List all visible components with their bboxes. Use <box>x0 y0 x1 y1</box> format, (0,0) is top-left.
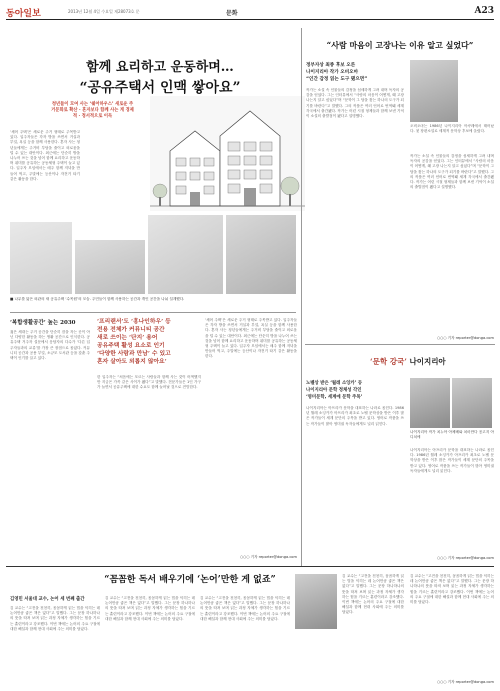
author-photo-1 <box>410 378 450 428</box>
article4-subhead: 김영민 서울대 교수, 논어 세 번째 출간 <box>10 597 85 602</box>
sidebar-box-title: ‘복합생활공간’ 높는 2030 <box>10 320 76 326</box>
article2-body-right: 작가는 소설 속 인물들의 감정을 섬세하게 그려 내며 독자의 공감을 얻었다. 그는 인터뷰에서 “사람의 마음이 어떻게, 왜 고장 나는지 알고 싶었다”며 “문학이 그 답을 찾는 하나의 도구가 되기를 바란다”고 말했다. 그의 작품은 여러 언어로 번역돼 세계 각국에서 출간됐다. 작가는 어린 시절 형제들과 함께 보낸 기억이 소설의 출발점이 됐다고 설명했다. <box>410 154 494 190</box>
building-icon <box>150 96 305 211</box>
article4-body-col3: 김 교수는 “고전을 천천히, 꼼꼼하게 읽는 법을 익히는 데 논어만큼 좋은 책은 없다”고 말했다. 그는 문장 하나하나의 뜻을 따져 보며 읽는 과정 자체가 생각하는 힘을 기르는 훈련이라고 강조했다. 이번 책에는 논어의 주요 구절에 대한 해설과 함께 현대 사회에 주는 의미를 담았다. <box>200 596 290 621</box>
article4-body-col4: 김 교수는 “고전을 천천히, 꼼꼼하게 읽는 법을 익히는 데 논어만큼 좋은 책은 없다”고 말했다. 그는 문장 하나하나의 뜻을 따져 보며 읽는 과정 자체가 생각하는 힘을 기르는 훈련이라고 강조했다. 이번 책에는 논어의 주요 구절에 대한 해설과 함께 현대 사회에 주는 의미를 담았다. <box>342 574 404 615</box>
article1-subhead: 청년들이 모여 사는 ‘쉐어하우스’ 새로운 주거문화로 확산 · 혼자보다 함께 사는 게 경제적 · 정서적으로 이득 <box>51 102 134 119</box>
dateline: 2013년 12월 4일 수요일 제28073호 문 <box>68 9 140 14</box>
quote-box-line1: ‘프리랜서’도 ‘홍나인하우’ 등 <box>97 319 171 325</box>
article3-subhead-line3: ‘영미문학, 세계에 문학 주목’ <box>306 395 363 400</box>
article3-byline: ○○○ 기자 reporter@donga.com <box>437 556 494 560</box>
article2-subhead-line3: “인간 감정 읽는 도구 됐으면” <box>306 77 368 82</box>
building-illustration <box>150 96 305 211</box>
article1-headline-line2: “공유주택서 인맥 쌓아요” <box>79 80 241 96</box>
article4-byline: ○○○ 기자 reporter@donga.com <box>437 680 494 684</box>
article3-body-left: 나이지리아는 아프리카 문학을 대표하는 나라로 꼽힌다. 1986년 월레 소잉카가 아프리카 최초로 노벨 문학상을 받은 이후 많은 작가들이 세계 문단의 주목을 받고 있다. 영어로 작품을 쓰는 작가들이 많아 영미권 독자들에게도 널리 읽힌다. <box>306 406 404 426</box>
article3-headline-part1: ‘문학 강국’ <box>370 357 407 366</box>
residents-photo <box>226 215 296 294</box>
article3-headline-part2: 나이지리아 <box>409 357 446 366</box>
author-photo-2 <box>452 378 492 428</box>
author-portrait-photo <box>410 60 458 122</box>
article3-subhead-line1: 노벨상 받은 ‘월레 소잉카’ 등 <box>306 381 363 386</box>
article1-byline: ○○○ 기자 reporter@donga.com <box>240 555 297 559</box>
article2-side-note: 오비오마는 1986년 나이지리아 아쿠레에서 태어났다. 첫 장편소설로 세계적 문학상 후보에 올랐다. <box>410 124 494 134</box>
quote-box <box>97 318 201 366</box>
article3-body-right: 나이지리아는 아프리카 문학을 대표하는 나라로 꼽힌다. 1986년 월레 소잉카가 아프리카 최초로 노벨 문학상을 받은 이후 많은 작가들이 세계 문단의 주목을 받고 있다. 영어로 작품을 쓰는 작가들이 많아 영미권 독자들에게도 널리 읽힌다. <box>410 448 494 473</box>
quote-box-line6: 혼자 살아도 외롭지 않아요’ <box>97 359 167 365</box>
article4-body-col1: 김 교수는 “고전을 천천히, 꼼꼼하게 읽는 법을 익히는 데 논어만큼 좋은 책은 없다”고 말했다. 그는 문장 하나하나의 뜻을 따져 보며 읽는 과정 자체가 생각하는 힘을 기르는 훈련이라고 강조했다. 이번 책에는 논어의 주요 구절에 대한 해설과 함께 현대 사회에 주는 의미를 담았다. <box>10 606 100 631</box>
article4-body-col2: 김 교수는 “고전을 천천히, 꼼꼼하게 읽는 법을 익히는 데 논어만큼 좋은 책은 없다”고 말했다. 그는 문장 하나하나의 뜻을 따져 보며 읽는 과정 자체가 생각하는 힘을 기르는 훈련이라고 강조했다. 이번 책에는 논어의 주요 구절에 대한 해설과 함께 현대 사회에 주는 의미를 담았다. <box>105 596 195 621</box>
article1-body-right: ‘셰어 주택’은 새로운 주거 형태로 주목받고 있다. 입주자들은 각자 방을 쓰면서 거실과 부엌, 욕실 등을 함께 사용한다. 혼자 사는 청년들에게는 주거비 부담을 줄이고 외로움을 덜 수 있는 대안이다. 최근에는 단순히 방을 나누어 쓰는 것을 넘어 함께 요리하고 운동하며 취미를 공유하는 공동체형 주택이 늘고 있다. 입주자 모임에서는 매주 함께 저녁을 만들어 먹고, 주말에는 등산이나 자전거 타기 같은 활동을 한다. <box>205 318 297 359</box>
article4-body-col5: 김 교수는 “고전을 천천히, 꼼꼼하게 읽는 법을 익히는 데 논어만큼 좋은 책은 없다”고 말했다. 그는 문장 하나하나의 뜻을 따져 보며 읽는 과정 자체가 생각하는 힘을 기르는 훈련이라고 강조했다. 이번 책에는 논어의 주요 구절에 대한 해설과 함께 현대 사회에 주는 의미를 담았다. <box>410 574 494 605</box>
article2-body-left: 작가는 소설 속 인물들의 감정을 섬세하게 그려 내며 독자의 공감을 얻었다. 그는 인터뷰에서 “사람의 마음이 어떻게, 왜 고장 나는지 알고 싶었다”며 “문학이 그 답을 찾는 하나의 도구가 되기를 바란다”고 말했다. 그의 작품은 여러 언어로 번역돼 세계 각국에서 출간됐다. 작가는 어린 시절 형제들과 함께 보낸 기억이 소설의 출발점이 됐다고 설명했다. <box>306 88 404 119</box>
masthead <box>6 4 494 20</box>
page-number: A23 <box>474 6 494 16</box>
quote-box-line2: 전용 전체가 커뮤니티 공간 <box>97 327 165 333</box>
article2-subhead-line2: 나이지리아 작가 오비오마 <box>306 70 359 75</box>
article1-body-intro: ‘셰어 주택’은 새로운 주거 형태로 주목받고 있다. 입주자들은 각자 방을 쓰면서 거실과 부엌, 욕실 등을 함께 사용한다. 혼자 사는 청년들에게는 주거비 부담을 줄이고 외로움을 덜 수 있는 대안이다. 최근에는 단순히 방을 나누어 쓰는 것을 넘어 함께 요리하고 운동하며 취미를 공유하는 공동체형 주택이 늘고 있다. 입주자 모임에서는 매주 함께 저녁을 만들어 먹고, 주말에는 등산이나 자전거 타기 같은 활동을 한다. <box>10 130 80 181</box>
article2-subhead-line1: 정부자상 최종 후보 오른 <box>306 63 356 68</box>
building-exterior-photo <box>148 215 223 294</box>
article3-subhead <box>306 380 404 401</box>
section-name: 문화 <box>226 10 238 17</box>
article3-subhead-line2: 나이지리아 문학 정체성 각인 <box>306 388 362 393</box>
professor-portrait-photo <box>295 574 337 629</box>
quote-box-line3: 새로 쓰이는 ‘단지’ 용어 <box>97 335 158 341</box>
article1-body-middle: 한 입주자는 “처음에는 모르는 사람들과 함께 사는 것이 어색했지만 지금은 가족 같은 사이가 됐다”고 말했다. 전문가들은 1인 가구가 늘면서 공유주택에 대한 수요도 함께 늘어날 것으로 전망한다. <box>97 375 201 390</box>
article3-headline <box>370 356 500 367</box>
quote-box-line5: ‘다양한 사람과 만남’ 수 있고 <box>97 351 171 357</box>
article2-headline: “사람 마음이 고장나는 이유 알고 싶었다” <box>326 40 474 50</box>
article1-photo-caption: ■ 나무를 닮은 외관의 새 공유주택 ‘수목원’의 모습. 주민들이 함께 사용하는 공간과 개인 공간을 나눠 설계했다. <box>10 297 185 301</box>
article2-byline: ○○○ 기자 reporter@donga.com <box>437 336 494 340</box>
article3-photo-caption: 나이지리아 작가 치누아 아체베와 치마만다 응고지 아디치에 <box>410 430 494 440</box>
shared-kitchen-photo <box>75 240 145 294</box>
article2-subhead <box>306 62 404 83</box>
shared-living-room-photo <box>10 222 72 294</box>
newspaper-logo: 동아일보 <box>6 9 41 19</box>
article1-headline-line1: 함께 요리하고 운동하며… <box>86 60 234 75</box>
article4-headline: “꼼꼼한 독서 배우기에 ‘논어’만한 게 없죠” <box>104 575 276 585</box>
sidebar-box-body: 젊은 세대는 주거 공간을 단순히 잠을 자는 곳이 아닌 다양한 활동을 하는 생활 공간으로 인식한다. 공유주택 거주자 설문에서 응답자의 다수가 ‘다른 입주자들과의 교류’를 가장 큰 장점으로 꼽았다. 커뮤니티 공간과 공용 부엌, 소규모 도서관 등을 갖춘 주택이 인기를 끌고 있다. <box>10 330 90 361</box>
quote-box-line4: 공유주택 활성 요소로 인기 <box>97 343 165 349</box>
